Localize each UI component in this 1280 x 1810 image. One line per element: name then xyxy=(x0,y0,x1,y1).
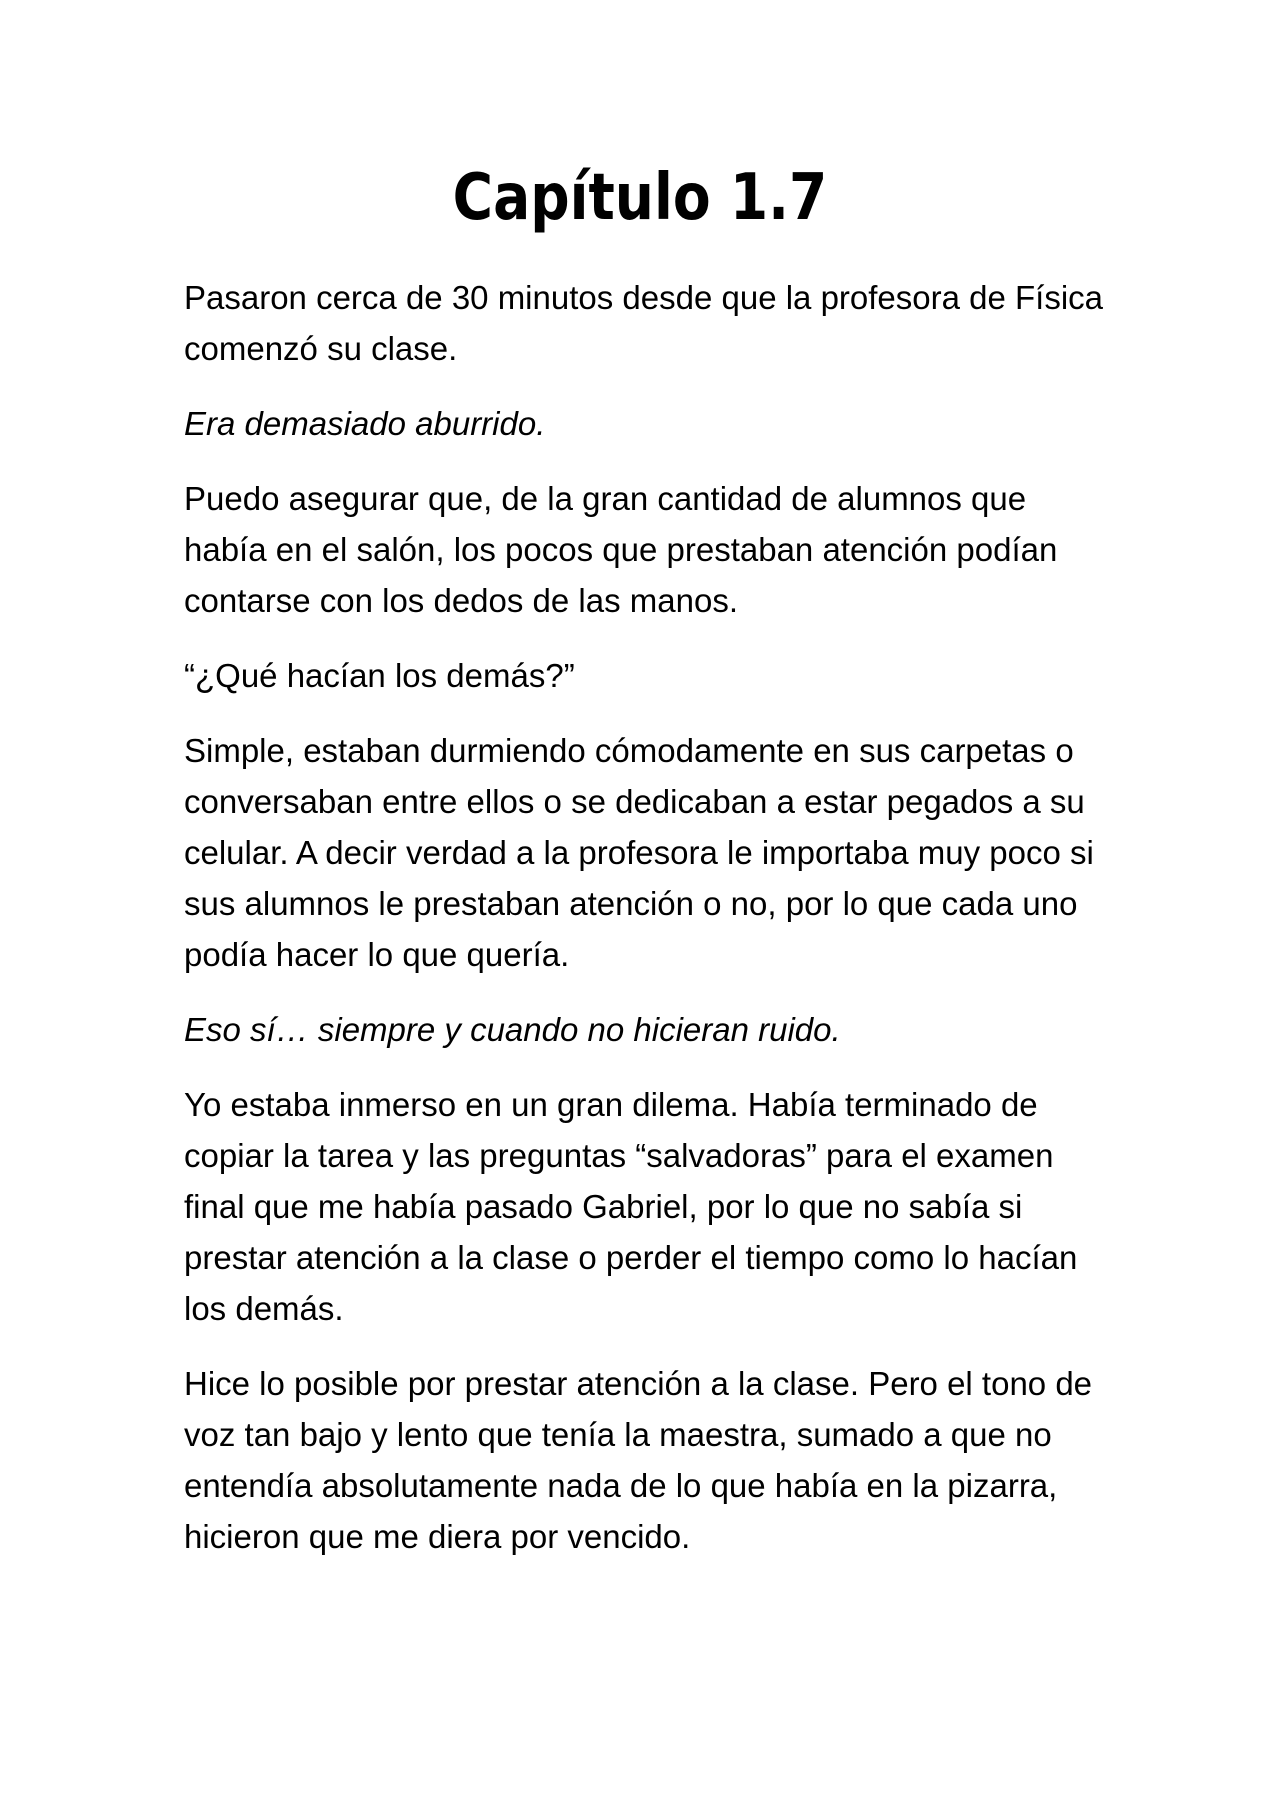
chapter-title: Capítulo 1.7 xyxy=(452,161,828,235)
paragraph: Simple, estaban durmiendo cómodamente en sus carpetas o conversaban entre ellos o se dedicaban a estar pegados a su celular. A decir verdad a la profesora le importaba muy poco si sus alumnos le prestaban atención o no, por lo que cada uno podía hacer lo que quería. xyxy=(184,732,1094,973)
paragraph: Yo estaba inmerso en un gran dilema. Había terminado de copiar la tarea y las preguntas “salvadoras” para el examen final que me había pasado Gabriel, por lo que no sabía si prestar atención a la clase o perder el tiempo como lo hacían los demás. xyxy=(184,1086,1078,1327)
paragraph: Hice lo posible por prestar atención a la clase. Pero el tono de voz tan bajo y lento que tenía la maestra, sumado a que no entendía absolutamente nada de lo que había en la pizarra, hicieron que me diera por vencido. xyxy=(184,1365,1093,1555)
paragraph: Puedo asegurar que, de la gran cantidad de alumnos que había en el salón, los pocos que prestaban atención podían contarse con los dedos de las manos. xyxy=(184,480,1058,619)
paragraph-italic: Eso sí… siempre y cuando no hicieran ruido. xyxy=(184,1011,841,1048)
paragraph-italic: Era demasiado aburrido. xyxy=(184,405,546,442)
chapter-body xyxy=(184,272,1114,1586)
paragraph: Pasaron cerca de 30 minutos desde que la profesora de Física comenzó su clase. xyxy=(184,279,1104,367)
paragraph-quote: “¿Qué hacían los demás?” xyxy=(184,657,575,694)
